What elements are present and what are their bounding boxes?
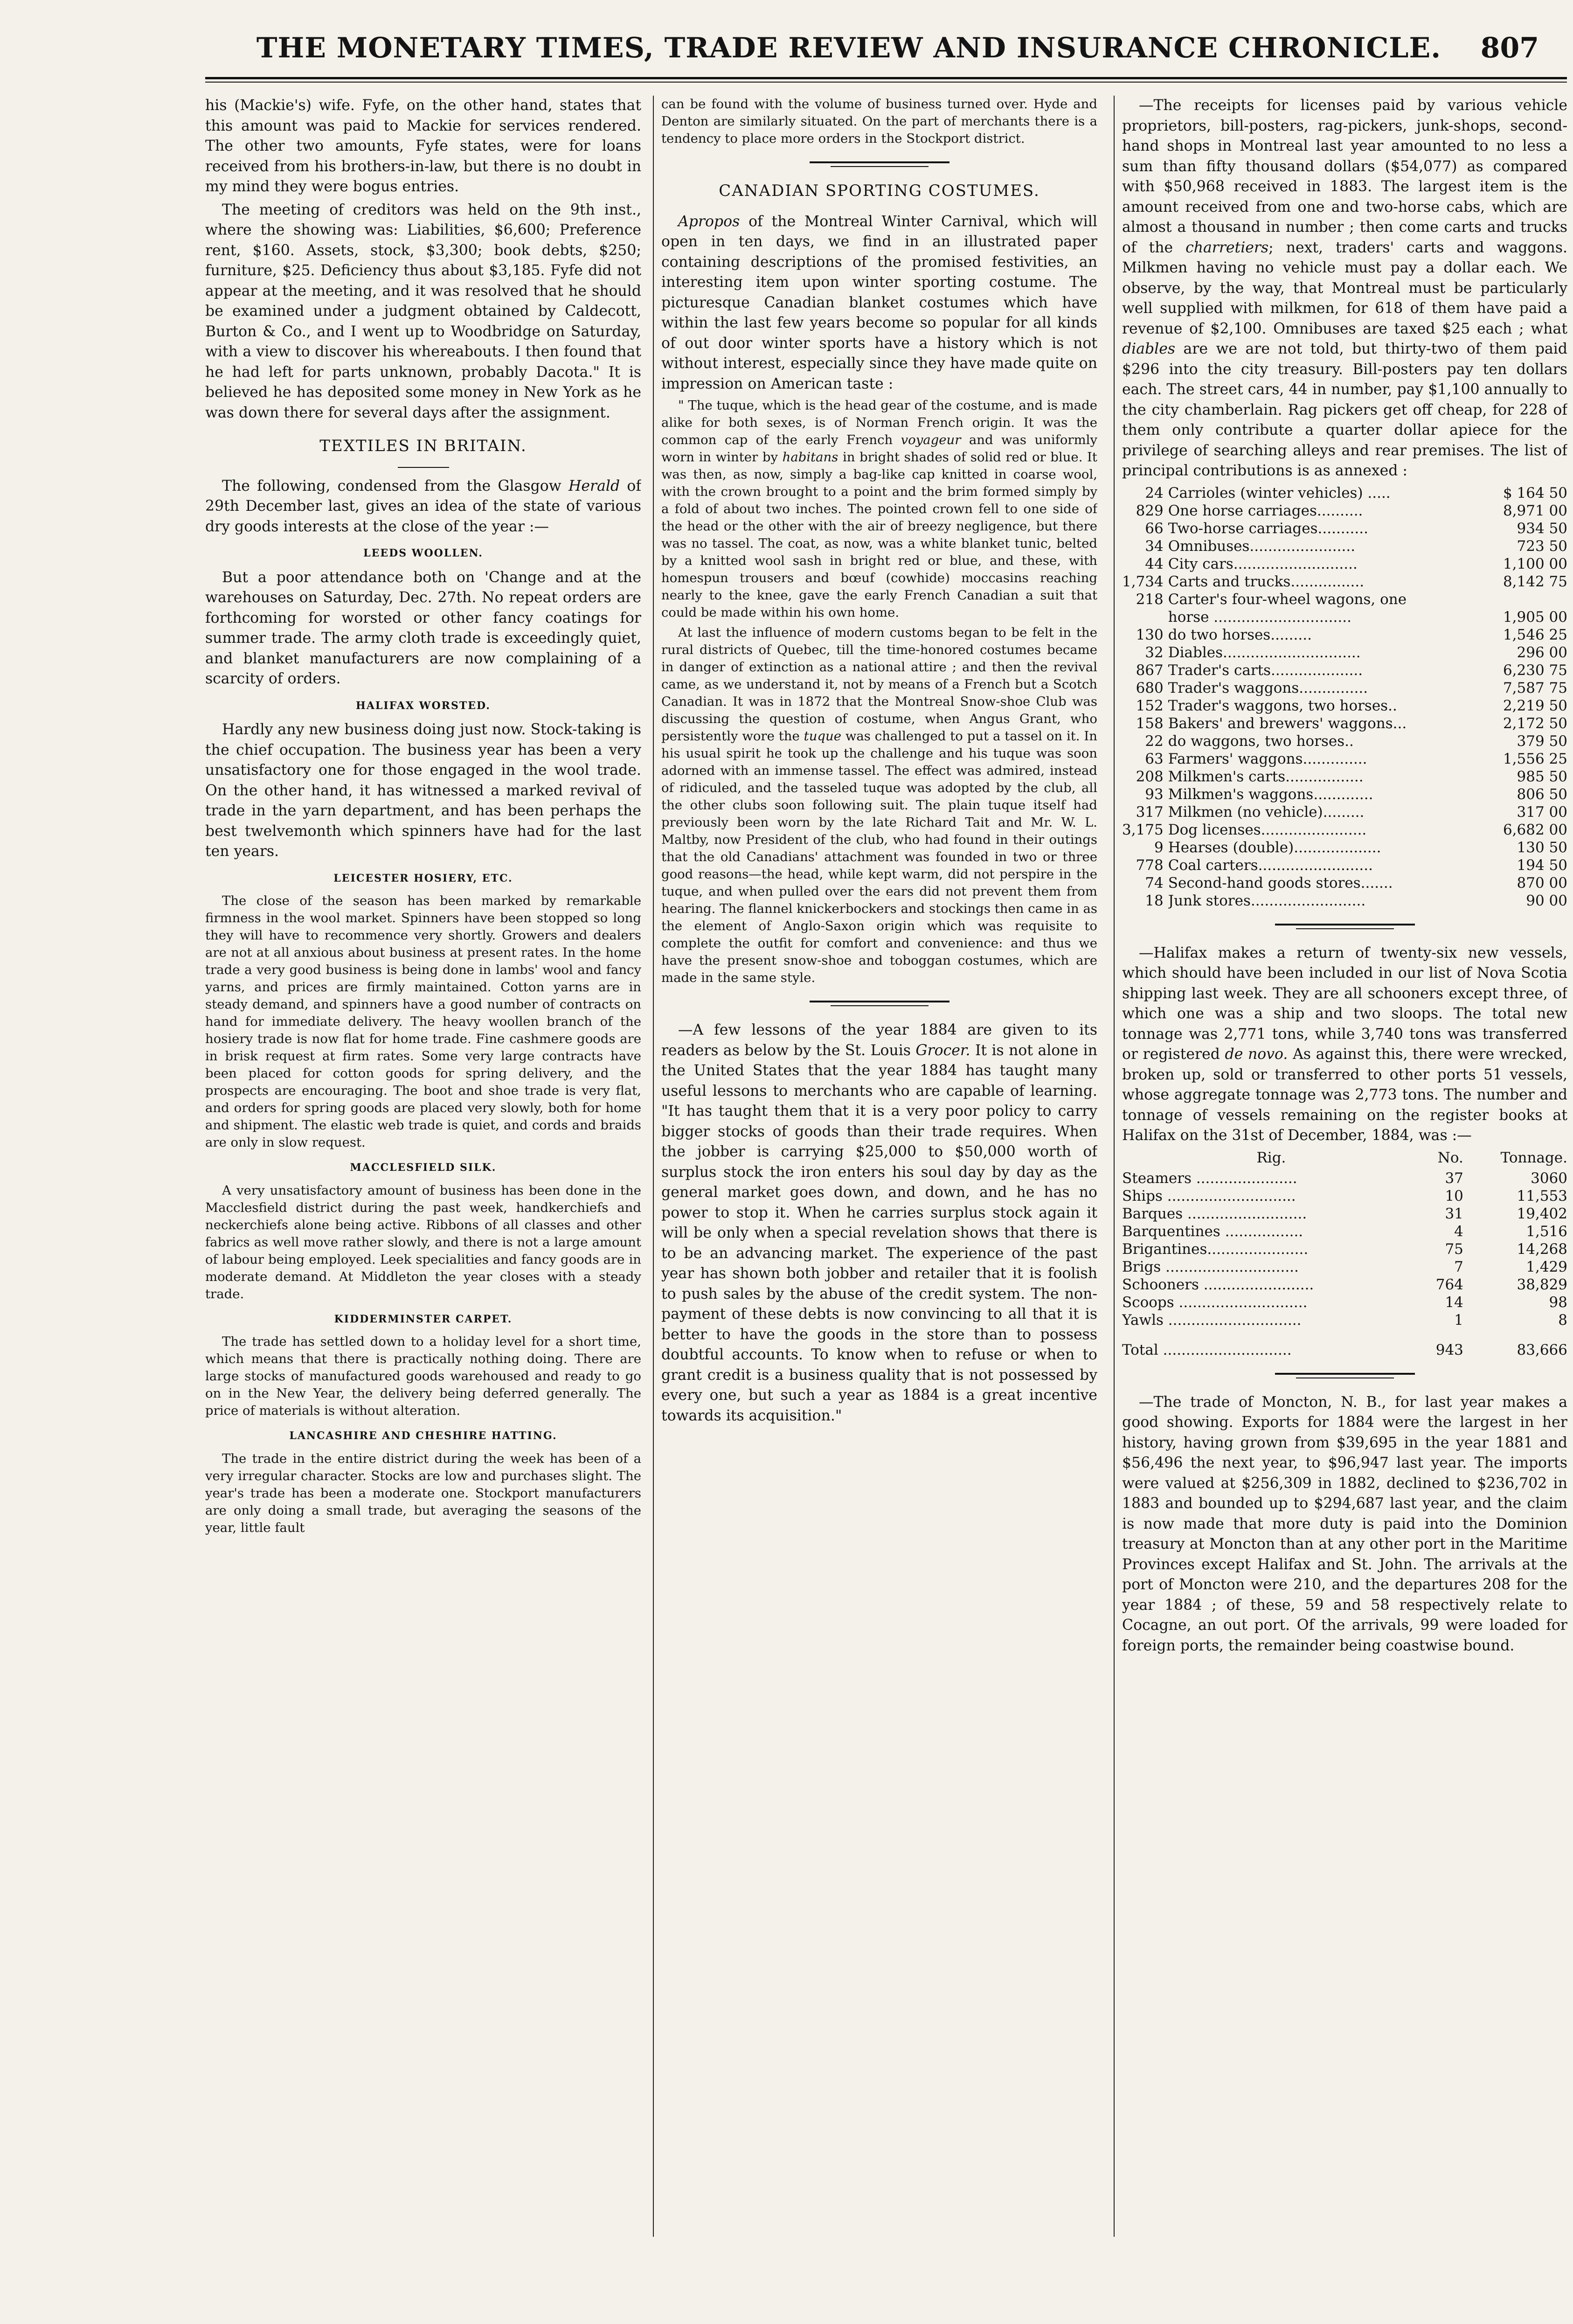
leeds-paragraph: But a poor attendance both on 'Change and at the warehouses on Saturday, Dec. 27th. No repeat orders are forthcoming for worsted or other fancy coatings for summer trade. The army cloth trade is exceedingly quiet, and blanket manufacturers are now complaining of a scarcity of orders. [205,569,641,687]
contribution-count: 1,734 [1122,573,1164,590]
contribution-row [1122,856,1567,874]
contribution-row [1122,786,1567,803]
tonnage-rig: Brigs ............................. [1122,1258,1299,1275]
contribution-amount: 6,682 00 [1503,821,1567,838]
tonnage-header-tonnage: Tonnage. [1500,1149,1567,1166]
tonnage-tons: 1,516 [1526,1223,1567,1240]
contribution-amount: 723 50 [1517,537,1567,555]
tonnage-tons: 3060 [1531,1169,1567,1187]
contribution-row [1122,591,1567,608]
contribution-row [1122,821,1567,839]
contribution-row [1122,661,1567,679]
contribution-amount: 130 50 [1517,839,1567,856]
tonnage-tons: 19,402 [1517,1205,1567,1222]
tonnage-total-row [1122,1329,1567,1359]
subheading-macclesfield: MACCLESFIELD SILK. [350,1162,497,1174]
contribution-description: Carrioles (winter vehicles) ..... [1168,484,1391,501]
contribution-row [1122,520,1567,537]
contribution-count: 44 [1145,555,1164,572]
contribution-count: 208 [1136,768,1164,785]
contribution-count: 867 [1136,661,1164,679]
section-separator-2 [810,1001,949,1006]
contribution-amount: 379 50 [1517,732,1567,750]
contribution-description: Trader's carts.................... [1168,661,1363,679]
contribution-count: 218 [1136,591,1164,608]
tonnage-no: 37 [1445,1169,1463,1187]
contribution-amount: 194 50 [1517,856,1567,874]
tonnage-row [1122,1240,1567,1258]
header-rule-thin [205,82,1567,83]
contribution-row [1122,750,1567,768]
contribution-row [1122,484,1567,502]
contribution-row [1122,555,1567,573]
contribution-count: 18 [1145,892,1164,909]
contribution-count: 829 [1136,502,1164,519]
hatting-continuation: can be found with the volume of business turned over. Hyde and Denton are similarly situated. On the part of merchants there is a tendency to place more orders in the Stockport district. [661,97,1097,146]
contribution-count: 93 [1145,786,1164,803]
section-separator-4 [1275,1373,1415,1378]
tonnage-tons: 83,666 [1517,1341,1567,1358]
kidderminster-paragraph: The trade has settled down to a holiday level for a short time, which means that there is practically nothing doing. There are large stocks of manufactured goods warehoused and ready to go on in the New Year, the delivery being deferred generally. The price of materials is without alteration. [205,1334,641,1418]
contribution-description: Trader's waggons, two horses.. [1168,697,1397,714]
tonnage-no: 943 [1435,1341,1463,1358]
column-3 [1122,96,1567,2237]
contribution-count: 34 [1145,537,1164,555]
tonnage-table [1122,1149,1567,1359]
contribution-description: Milkmen's carts................. [1168,768,1364,785]
heading-rule [398,467,449,468]
tonnage-row [1122,1169,1567,1187]
contribution-amount: 870 00 [1517,874,1567,891]
tonnage-no: 4 [1454,1223,1463,1240]
contribution-row [1122,892,1567,910]
contribution-amount: 8,142 75 [1503,573,1567,590]
contribution-amount: 985 50 [1517,768,1567,785]
tonnage-tons: 11,553 [1517,1187,1567,1204]
tonnage-tons: 14,268 [1517,1240,1567,1258]
contribution-amount: 8,971 00 [1503,502,1567,519]
column-1 [205,96,641,2237]
textiles-heading: TEXTILES IN BRITAIN. [319,437,527,455]
contribution-amount: 1,905 00 [1503,608,1567,626]
contribution-count: 680 [1136,679,1164,696]
contribution-amount: 317 00 [1517,803,1567,821]
contribution-description: Omnibuses....................... [1168,537,1356,555]
contribution-count: 24 [1145,484,1164,501]
tonnage-row [1122,1311,1567,1329]
contribution-row [1122,502,1567,520]
contribution-description: Dog licenses....................... [1168,821,1367,838]
contribution-row [1122,839,1567,856]
masthead [205,28,1539,79]
header-rule [205,77,1567,79]
tonnage-no: 31 [1445,1205,1463,1222]
contribution-description: Junk stores......................... [1168,892,1366,909]
contribution-description: Milkmen (no vehicle)......... [1168,803,1365,821]
tonnage-no: 10 [1445,1187,1463,1204]
contribution-row [1122,573,1567,591]
contribution-amount: 1,100 00 [1503,555,1567,572]
tonnage-no: 7 [1454,1258,1463,1275]
contribution-description: Bakers' and brewers' waggons... [1168,715,1407,732]
tonnage-rig: Brigantines...................... [1122,1240,1309,1258]
contribution-amount: 296 00 [1517,644,1567,661]
tonnage-rig: Scoops ............................ [1122,1294,1308,1311]
contribution-amount: 2,219 50 [1503,697,1567,714]
contribution-row [1122,715,1567,732]
tonnage-row [1122,1276,1567,1294]
contribution-count: 22 [1145,732,1164,750]
macclesfield-paragraph: A very unsatisfactory amount of business has been done in the Macclesfield district during the past week, handkerchiefs and neckerchiefs alone being active. Ribbons of all classes and other fabrics as well move rather slowly, and there is not a large amount of labour being employed. Leek specialities and fancy goods are in moderate demand. At Middleton the year closes with a steady trade. [205,1183,641,1301]
revival-quote-paragraph: At last the influence of modern customs began to be felt in the rural districts of Quebec, till the time-honored costumes became in danger of extinction as a national attire ; and then the revival came, as we understand it, not by means of a French but a Scotch Canadian. It was in 1872 that the Montreal Snow-shoe Club was discussing the question of costume, when Angus Grant, who persistently wore the tuque was challenged to put a tassel on it. In his usual spirit he took up the challenge and his tuque was soon adorned with an immense tassel. The effect was admired, instead of ridiculed, and the tasseled tuque was adopted by the club, all the other clubs soon following suit. The plain tuque itself had previously been worn by the late Richard Tait and Mr. W. L. Maltby, now President of the club, who had found in their outings that the old Canadians' attachment was founded in two or three good reasons—the head, while kept warm, did not perspire in the tuque, and when pulled over the ears did not prevent them from hearing. The flannel knickerbockers and stockings then came in as the element of Anglo-Saxon origin which was requisite to complete the outfit for comfort and convenience: and thus we have the present snow-shoe and toboggan costumes, which are made in the same style. [661,625,1097,985]
section-separator-3 [1275,924,1415,929]
leicester-paragraph: The close of the season has been marked by remarkable firmness in the wool market. Spinners have been stopped so long they will have to recommence very shortly. Growers and dealers are not at all anxious about business at present rates. In the home trade a very good business is being done in lambs' wool and fancy yarns, and prices are firmly maintained. Cotton yarns are in steady demand, and spinners have a good number of contracts on hand for immediate delivery. The heavy woollen branch of the hosiery trade is now flat for home trade. Fine cashmere goods are in brisk request at firm rates. Some very large contracts have been placed for cotton goods for spring delivery, and the prospects are encouraging. The boot and shoe trade is very flat, and orders for spring goods are placed very slowly, both for home and shipment. The elastic web trade is quiet, and cords and braids are only in slow request. [205,893,641,1150]
costumes-heading: CANADIAN SPORTING COSTUMES. [719,181,1040,200]
contribution-count: 66 [1145,520,1164,537]
tonnage-tons: 98 [1549,1294,1567,1311]
contribution-amount: $ 164 50 [1503,484,1567,501]
column-divider-right [1114,96,1115,2237]
contribution-description: Farmers' waggons.............. [1168,750,1367,767]
contribution-amount: 1,556 25 [1503,750,1567,767]
subheading-leeds: LEEDS WOOLLEN. [363,547,483,559]
contribution-amount: 934 50 [1517,520,1567,537]
textiles-intro: The following, condensed from the Glasgow Herald of 29th December last, gives an idea of the state of various dry goods interests at the close of the year :— [205,477,641,535]
contribution-count: 317 [1136,803,1164,821]
contribution-row [1122,626,1567,644]
contribution-description: Second-hand goods stores....... [1168,874,1393,891]
contribution-description: horse .............................. [1168,608,1351,626]
tonnage-row [1122,1223,1567,1240]
tuque-quote-paragraph: " The tuque, which is the head gear of the costume, and is made alike for both sexes, is of Norman French origin. It was the common cap of the early French voyageur and was uniformly worn in winter by habitans in bright shades of solid red or blue. It was then, as now, simply a bag-like cap knitted in coarse wool, with the crown brought to a point and the brim formed simply by a fold of about two inches. The pointed crown fell to one side of the head or the other with the air of breezy negligence, but there was no tassel. The coat, as now, was a white blanket tunic, belted by a knitted wool sash in bright red or blue, and these, with homespun trousers and bœuf (cowhide) moccasins reaching nearly to the knee, gave the early French Canadian a suit that could be made within his own home. [661,398,1097,620]
tonnage-rig: Ships ............................ [1122,1187,1296,1204]
contribution-count: 152 [1136,697,1164,714]
mackie-article-end: his (Mackie's) wife. Fyfe, on the other hand, states that this amount was paid to Mackie for services rendered. The other two amounts, Fyfe states, were for loans received from his brothers-in-law, but there is no doubt in my mind they were bogus entries. [205,97,641,195]
contribution-count: 3,175 [1122,821,1164,838]
tonnage-rig: Schooners ........................ [1122,1276,1314,1293]
contribution-count: 130 [1136,626,1164,643]
licenses-paragraph: —The receipts for licenses paid by various vehicle proprietors, bill-posters, rag-pickers, junk-shops, second-hand shops in Montreal last year amounted to no less a sum than fifty thousand dollars ($54,077) as compared with $50,968 received in 1883. The largest item is the amount received from one and two-horse cabs, which are almost a thousand in number ; then come carts and trucks of the charretiers; next, traders' carts and waggons. Milkmen having no vehicle must pay a dollar each. We observe, by the way, that Montreal must be particularly well supplied with milkmen, for 618 of them have paid a revenue of $2,100. Omnibuses are taxed $25 each ; what diables are we are not told, but thirty-two of them paid $296 into the city treasury. Bill-posters pay ten dollars each. The street cars, 44 in number, pay $1,100 annually to the city chamberlain. Rag pickers get off cheap, for 228 of them only contribute a quarter dollar apiece for the privilege of searching alleys and rear premises. The list of principal contributions is as annexed : [1122,97,1567,479]
contribution-description: do waggons, two horses.. [1168,732,1354,750]
license-contributions-table [1122,484,1567,910]
contribution-count: 9 [1154,839,1164,856]
contribution-count: 158 [1136,715,1164,732]
tonnage-row [1122,1205,1567,1223]
tonnage-no: 764 [1435,1276,1463,1293]
contribution-description: City cars........................... [1168,555,1358,572]
column-2 [661,96,1097,2237]
contribution-row [1122,803,1567,821]
apropos-paragraph: Apropos of the Montreal Winter Carnival, which will open in ten days, we find in an illustrated paper containing descriptions of the promised festivities, an interesting item upon winter sporting costume. The picturesque Canadian blanket costumes which have within the last few years become so popular for all kinds of out door winter sports have a history which is not without interest, especially since they have made quite on impression on American taste : [661,213,1097,392]
tonnage-no: 1 [1454,1311,1463,1329]
contribution-description: Two-horse carriages........... [1168,520,1368,537]
subheading-leicester: LEICESTER HOSIERY, ETC. [333,872,513,884]
contribution-description: do two horses......... [1168,626,1312,643]
contribution-row [1122,644,1567,661]
section-separator [810,161,949,167]
tonnage-rig: Yawls ............................. [1122,1311,1302,1329]
contribution-row [1122,732,1567,750]
contribution-amount: 2,172 50 [1503,715,1567,732]
tonnage-tons: 1,429 [1526,1258,1567,1275]
contribution-description: Coal carters......................... [1168,856,1373,874]
tonnage-row [1122,1187,1567,1205]
contribution-description: Milkmen's waggons............. [1168,786,1373,803]
lessons-paragraph: —A few lessons of the year 1884 are given to its readers as below by the St. Louis Grocer. It is not alone in the United States that the year 1884 has taught many useful lessons to merchants who are capable of learning. "It has taught them that it is a very poor policy to carry bigger stocks of goods than their trade requires. When the jobber is carrying $25,000 to $50,000 worth of surplus stock the iron enters his soul day by day as the general market goes down, and down, and he has no power to stop it. When he carries surplus stock again it will be only when a special revelation shows that there is to be an advancing market. The experience of the past year has shown both jobber and retailer that it is foolish to push sales by the abuse of the credit system. The non-payment of these debts is now convincing to all that it is better to have the goods in the store than to possess doubtful accounts. To know when to refuse or when to grant credit is a business quality that is not possessed by every one, but such a year as 1884 is a great incentive towards its acquisition." [661,1022,1097,1424]
contribution-count: 778 [1136,856,1164,874]
tonnage-header-no: No. [1437,1149,1463,1166]
subheading-lancashire: LANCASHIRE AND CHESHIRE HATTING. [289,1430,557,1442]
contribution-count: 74 [1145,874,1164,891]
contribution-amount: 6,230 75 [1503,661,1567,679]
column-divider-left [653,96,654,2237]
contribution-row [1122,697,1567,715]
halifax-vessels-paragraph: —Halifax makes a return of twenty-six new vessels, which should have been included in our list of Nova Scotia shipping last week. They are all schooners except three, of which one was a ship and two sloops. The total new tonnage was 2,771 tons, while 3,740 tons was transferred or registered de novo. As against this, there were wrecked, broken up, sold or transferred to other ports 51 vessels, whose aggregate tonnage was 2,773 tons. The number and tonnage of vessels remaining on the register books at Halifax on the 31st of December, 1884, was :— [1122,944,1567,1144]
creditors-meeting-paragraph: The meeting of creditors was held on the 9th inst., where the showing was: Liabilities, $6,600; Preference rent, $160. Assets, stock, $3,300; book debts, $250; furniture, $25. Deficiency thus about $3,185. Fyfe did not appear at the meeting, and it was resolved that he should be examined under a judgment obtained by Caldecott, Burton & Co., and I went up to Woodbridge on Saturday, with a view to discover his whereabouts. I then found that he had left for parts unknown, probably Dacota." It is believed he has deposited some money in New York as he was down there for several days after the assignment. [205,201,641,421]
tonnage-rig: Barquentines ................. [1122,1223,1303,1240]
contribution-amount: 1,546 25 [1503,626,1567,643]
tonnage-tons: 8 [1558,1311,1567,1329]
tonnage-rig: Total ............................ [1122,1341,1292,1358]
tonnage-rig: Barques .......................... [1122,1205,1307,1222]
contribution-count [1122,608,1168,626]
subheading-halifax: HALIFAX WORSTED. [356,699,491,712]
contribution-description: Carts and trucks................ [1168,573,1365,590]
tonnage-no: 14 [1445,1294,1463,1311]
contribution-description: Carter's four-wheel wagons, one [1168,591,1407,608]
subheading-kidderminster: KIDDERMINSTER CARPET. [334,1313,513,1325]
page-header-title: THE MONETARY TIMES, TRADE REVIEW AND INSURANCE CHRONICLE. [256,32,1441,64]
contribution-description: Trader's waggons............... [1168,679,1368,696]
tonnage-row [1122,1258,1567,1276]
tonnage-no: 75 [1445,1240,1463,1258]
tonnage-header-rig: Rig. [1256,1149,1286,1166]
page-number: 807 [1480,32,1539,64]
contribution-row [1122,608,1567,626]
tonnage-rig: Steamers ...................... [1122,1169,1297,1187]
lancashire-paragraph: The trade in the entire district during the week has been of a very irregular character. Stocks are low and purchases slight. The year's trade has been a moderate one. Stockport manufacturers are only doing a small trade, but averaging the seasons of the year, little fault [205,1451,641,1535]
contribution-amount: 7,587 75 [1503,679,1567,696]
contribution-amount [1474,591,1567,608]
contribution-amount: 806 50 [1517,786,1567,803]
contribution-amount: 90 00 [1526,892,1567,909]
contribution-row [1122,679,1567,697]
moncton-paragraph: —The trade of Moncton, N. B., for last year makes a good showing. Exports for 1884 were the largest in her history, having grown from $39,695 in the year 1881 and $56,496 the next year, to $96,947 last year. The imports were valued at $256,309 in 1882, declined to $236,702 in 1883 and bounded up to $294,687 last year, and the claim is now made that more duty is paid into the Dominion treasury at Moncton than at any other port in the Maritime Provinces except Halifax and St. John. The arrivals at the port of Moncton were 210, and the departures 208 for the year 1884 ; of these, 59 and 58 respectively relate to Cocagne, an out port. Of the arrivals, 99 were loaded for foreign ports, the remainder being coastwise bound. [1122,1393,1567,1654]
contribution-description: One horse carriages.......... [1168,502,1363,519]
contribution-description: Diables.............................. [1168,644,1361,661]
tonnage-tons: 38,829 [1517,1276,1567,1293]
halifax-paragraph: Hardly any new business doing just now. Stock-taking is the chief occupation. The business year has been a very unsatisfactory one for those engaged in the wool trade. On the other hand, it has witnessed a marked revival of trade in the yarn department, and has been perhaps the best twelvemonth which spinners have had for the last ten years. [205,721,641,860]
contribution-count: 32 [1145,644,1164,661]
tonnage-row [1122,1294,1567,1311]
contribution-row [1122,874,1567,892]
contribution-row [1122,537,1567,555]
contribution-count: 63 [1145,750,1164,767]
contribution-description: Hearses (double)................... [1168,839,1381,856]
contribution-row [1122,768,1567,786]
